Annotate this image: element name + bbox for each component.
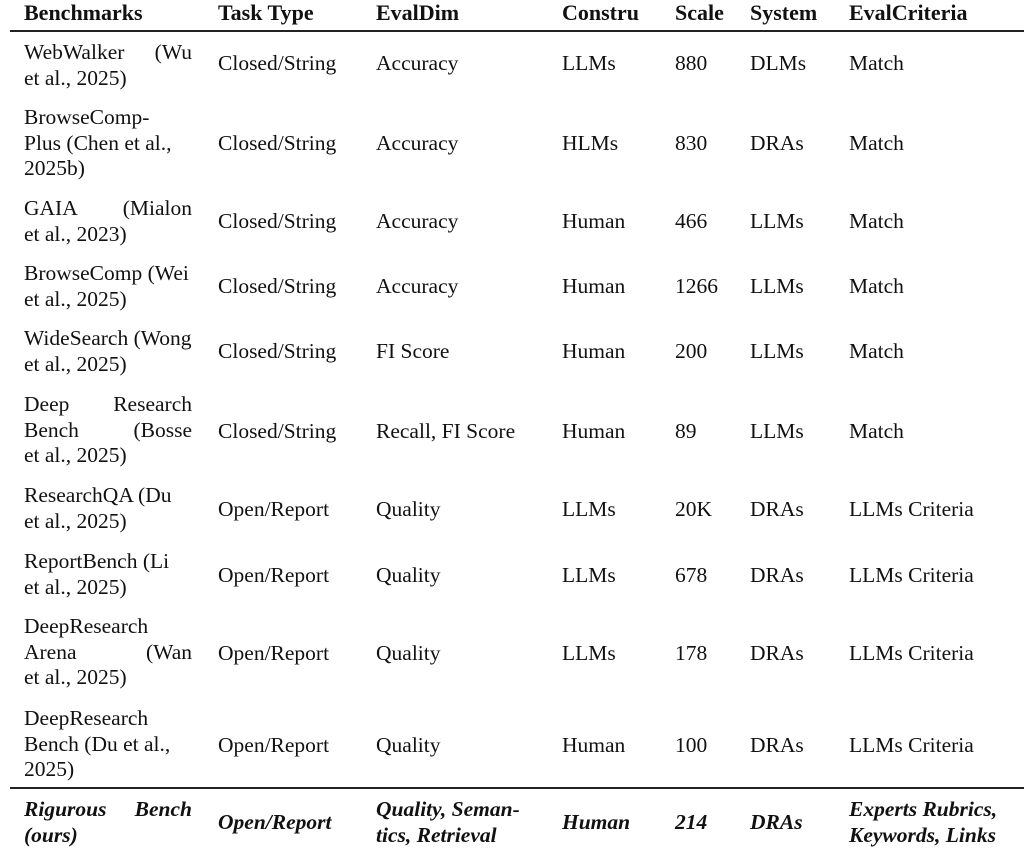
benchmark-name-line: Plus (Chen et al., [24, 130, 172, 155]
benchmark-name-line: (ours) [24, 822, 78, 847]
benchmark-name-line: Bench (Bosse [24, 417, 192, 442]
table-header [0, 0, 1024, 28]
eval-dim-cell: Recall, FI Score [376, 419, 516, 443]
benchmark-name-line: ResearchQA (Du [24, 483, 172, 507]
benchmark-name [24, 797, 192, 848]
scale-cell: 100 [675, 733, 708, 757]
constru-cell: Human [562, 733, 626, 757]
task-type-cell: Closed/String [218, 419, 337, 443]
scale-cell: 830 [675, 131, 708, 155]
constru-cell: Human [562, 339, 626, 363]
eval-dim-cell: Accuracy [376, 131, 459, 155]
benchmark-name-line: et al., 2025) [24, 443, 127, 467]
task-type-cell: Closed/String [218, 209, 337, 233]
benchmark-name-line: et al., 2023) [24, 221, 127, 246]
eval-criteria-cell: Match [849, 419, 904, 443]
header-scale: Scale [675, 0, 724, 25]
eval-dim-cell: Quality [376, 733, 441, 757]
benchmark-name [24, 196, 192, 247]
system-cell: DRAs [750, 497, 804, 521]
eval-criteria-cell: LLMs Criteria [849, 563, 974, 587]
eval-criteria-line: Experts Rubrics, [849, 797, 998, 821]
benchmark-name-line: WebWalker (Wu [24, 40, 192, 64]
benchmark-name [24, 483, 192, 534]
task-type-cell: Closed/String [218, 274, 337, 298]
benchmark-name [24, 392, 192, 469]
system-cell: DRAs [750, 131, 804, 155]
scale-cell: 200 [675, 339, 708, 363]
eval-criteria-cell: LLMs Criteria [849, 733, 974, 757]
header-system: System [750, 0, 818, 25]
ours-separator-rule [10, 787, 1024, 789]
system-cell: LLMs [750, 339, 804, 363]
benchmark-name-line: DeepResearch [24, 706, 149, 730]
task-type-cell: Closed/String [218, 131, 337, 155]
constru-cell: Human [562, 419, 626, 443]
task-type-cell: Open/Report [218, 810, 332, 834]
benchmark-name [24, 614, 192, 691]
system-cell: DRAs [750, 810, 803, 834]
eval-criteria-cell: Match [849, 209, 904, 233]
scale-cell: 678 [675, 563, 708, 587]
eval-dim-cell: Quality [376, 497, 441, 521]
scale-cell: 466 [675, 209, 708, 233]
benchmark-name-line: et al., 2025) [24, 351, 127, 376]
scale-cell: 214 [675, 810, 708, 834]
task-type-cell: Open/Report [218, 563, 330, 587]
scale-cell: 20K [675, 497, 713, 521]
eval-dim-cell: Accuracy [376, 209, 459, 233]
system-cell: DRAs [750, 733, 804, 757]
header-eval-dim: EvalDim [376, 0, 460, 25]
benchmark-name [24, 549, 192, 600]
scale-cell: 880 [675, 51, 708, 75]
header-eval-criteria: EvalCriteria [849, 0, 968, 25]
benchmark-name-line: Bench (Du et al., [24, 731, 171, 756]
eval-criteria-cell: Match [849, 274, 904, 298]
benchmark-name [24, 261, 192, 312]
benchmark-name [24, 326, 192, 377]
eval-criteria-cell: Match [849, 339, 904, 363]
eval-dim-cell [376, 797, 520, 848]
benchmark-name-line: Arena (Wan [24, 639, 192, 664]
eval-criteria-cell: Match [849, 51, 904, 75]
benchmark-name-line: 2025b) [24, 156, 85, 180]
eval-dim-cell: Quality [376, 563, 441, 587]
header-constru: Constru [562, 0, 640, 25]
constru-cell: LLMs [562, 51, 616, 75]
eval-dim-cell: FI Score [376, 339, 450, 363]
constru-cell: Human [562, 209, 626, 233]
system-cell: DRAs [750, 641, 804, 665]
constru-cell: Human [562, 810, 631, 834]
benchmark-name-line: et al., 2025) [24, 665, 127, 689]
task-type-cell: Open/Report [218, 497, 330, 521]
benchmark-name-line: WideSearch (Wong [24, 326, 192, 350]
eval-dim-cell: Accuracy [376, 51, 459, 75]
system-cell: DRAs [750, 563, 804, 587]
benchmark-name-line: 2025) [24, 757, 75, 781]
scale-cell: 1266 [675, 274, 718, 298]
task-type-cell: Closed/String [218, 51, 337, 75]
benchmark-name [24, 706, 192, 783]
scale-cell: 89 [675, 419, 697, 443]
benchmark-name [24, 40, 192, 91]
eval-dim-line: tics, Retrieval [376, 822, 497, 847]
eval-dim-cell: Accuracy [376, 274, 459, 298]
task-type-cell: Open/Report [218, 641, 330, 665]
eval-criteria-cell: LLMs Criteria [849, 641, 974, 665]
eval-criteria-cell [849, 797, 997, 848]
header-task-type: Task Type [218, 0, 314, 25]
benchmark-name-line: GAIA (Mialon [24, 196, 192, 220]
eval-dim-line: Quality, Seman- [376, 797, 520, 821]
benchmark-name-line: ReportBench (Li [24, 549, 170, 573]
system-cell: LLMs [750, 209, 804, 233]
task-type-cell: Closed/String [218, 339, 337, 363]
header-rule [10, 30, 1024, 32]
system-cell: LLMs [750, 419, 804, 443]
scale-cell: 178 [675, 641, 708, 665]
constru-cell: LLMs [562, 641, 616, 665]
benchmark-name-line: et al., 2025) [24, 508, 127, 533]
benchmark-name-line: et al., 2025) [24, 574, 127, 599]
eval-criteria-cell: LLMs Criteria [849, 497, 974, 521]
eval-dim-cell: Quality [376, 641, 441, 665]
constru-cell: Human [562, 274, 626, 298]
task-type-cell: Open/Report [218, 733, 330, 757]
benchmark-name [24, 105, 192, 182]
system-cell: DLMs [750, 51, 807, 75]
constru-cell: LLMs [562, 563, 616, 587]
benchmark-name-line: Deep Research [24, 392, 192, 416]
benchmark-name-line: BrowseComp (Wei [24, 261, 189, 285]
eval-criteria-cell: Match [849, 131, 904, 155]
benchmark-name-line: Rigurous Bench [24, 797, 192, 821]
constru-cell: HLMs [562, 131, 619, 155]
benchmark-name-line: et al., 2025) [24, 286, 127, 311]
benchmark-name-line: DeepResearch [24, 614, 149, 638]
system-cell: LLMs [750, 274, 804, 298]
constru-cell: LLMs [562, 497, 616, 521]
benchmark-name-line: BrowseComp- [24, 105, 150, 129]
header-benchmarks: Benchmarks [24, 0, 143, 25]
benchmark-name-line: et al., 2025) [24, 65, 127, 90]
eval-criteria-line: Keywords, Links [849, 822, 996, 847]
